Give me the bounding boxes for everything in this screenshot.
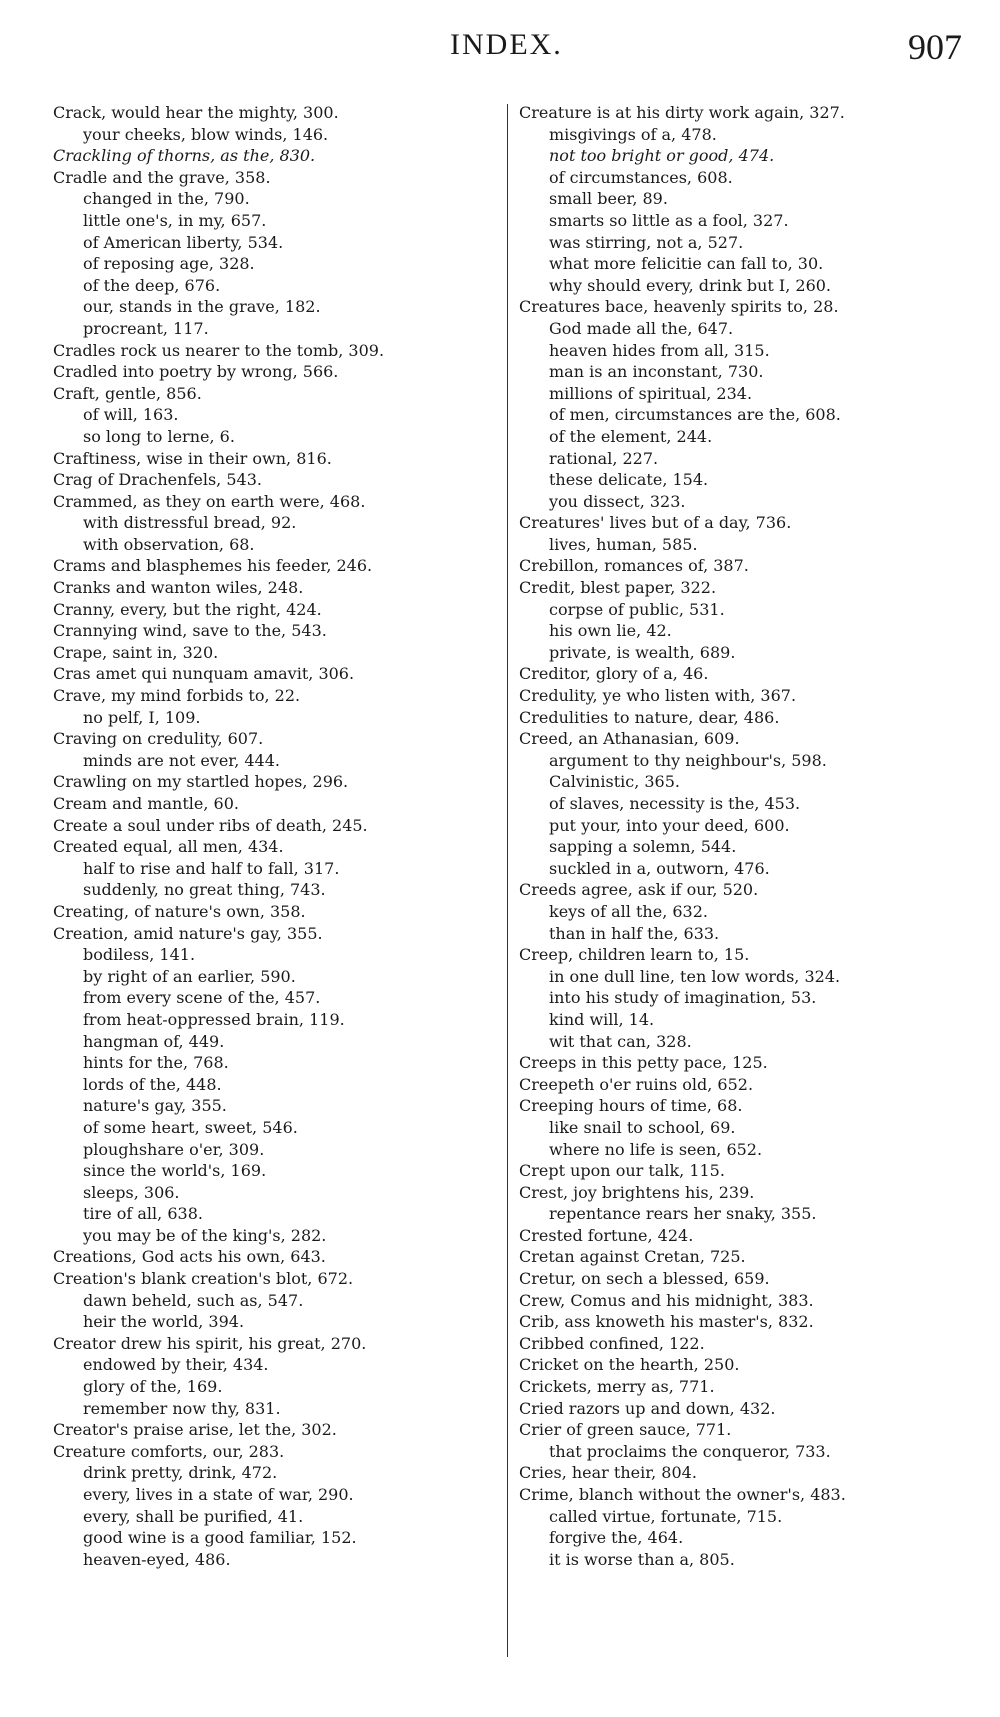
- index-subentry: by right of an earlier, 590.: [83, 966, 296, 986]
- index-subentry: of men, circumstances are the, 608.: [549, 405, 841, 425]
- index-entry: Crammed, as they on earth were, 468.: [53, 491, 366, 511]
- index-subentry: so long to lerne, 6.: [83, 426, 235, 446]
- index-entry: Creation's blank creation's blot, 672.: [53, 1269, 354, 1289]
- index-entry: Creations, God acts his own, 643.: [53, 1247, 326, 1267]
- index-entry: Cranks and wanton wiles, 248.: [53, 578, 304, 598]
- index-subentry: into his study of imagination, 53.: [549, 988, 817, 1008]
- index-subentry: heaven hides from all, 315.: [549, 340, 770, 360]
- index-entry: Crannying wind, save to the, 543.: [53, 621, 327, 641]
- index-subentry: since the world's, 169.: [83, 1161, 267, 1181]
- index-subentry: our, stands in the grave, 182.: [83, 297, 321, 317]
- index-subentry: from heat-oppressed brain, 119.: [83, 1009, 345, 1029]
- index-subentry: repentance rears her snaky, 355.: [549, 1204, 817, 1224]
- index-entry: Creatures bace, heavenly spirits to, 28.: [519, 297, 839, 317]
- index-entry: Craftiness, wise in their own, 816.: [53, 448, 332, 468]
- index-subentry: why should every, drink but I, 260.: [549, 275, 832, 295]
- index-subentry: lords of the, 448.: [83, 1074, 222, 1094]
- index-subentry: of reposing age, 328.: [83, 254, 255, 274]
- index-subentry: it is worse than a, 805.: [549, 1549, 735, 1569]
- index-entry: Creed, an Athanasian, 609.: [519, 729, 740, 749]
- index-subentry: you may be of the king's, 282.: [83, 1225, 327, 1245]
- index-entry: Cribbed confined, 122.: [519, 1333, 705, 1353]
- index-subentry: private, is wealth, 689.: [549, 642, 736, 662]
- index-entry: Cretur, on sech a blessed, 659.: [519, 1269, 770, 1289]
- index-subentry: ploughshare o'er, 309.: [83, 1139, 265, 1159]
- index-entry: Creating, of nature's own, 358.: [53, 901, 306, 921]
- index-entry: Crag of Drachenfels, 543.: [53, 470, 262, 490]
- index-entry: Creature comforts, our, 283.: [53, 1441, 285, 1461]
- page-number: 907: [908, 27, 962, 67]
- index-subentry: good wine is a good familiar, 152.: [83, 1528, 357, 1548]
- index-entry: Creeping hours of time, 68.: [519, 1096, 743, 1116]
- index-entry: Crier of green sauce, 771.: [519, 1420, 732, 1440]
- index-entry: Crape, saint in, 320.: [53, 642, 219, 662]
- index-subentry: called virtue, fortunate, 715.: [549, 1506, 783, 1526]
- index-entry: Creepeth o'er ruins old, 652.: [519, 1074, 754, 1094]
- index-subentry: rational, 227.: [549, 448, 659, 468]
- page-title: INDEX.: [450, 28, 563, 61]
- index-subentry: that proclaims the conqueror, 733.: [549, 1441, 831, 1461]
- index-subentry: of circumstances, 608.: [549, 167, 733, 187]
- index-entry: Craving on credulity, 607.: [53, 729, 264, 749]
- index-subentry: heir the world, 394.: [83, 1312, 245, 1332]
- index-subentry: of will, 163.: [83, 405, 179, 425]
- index-subentry: sleeps, 306.: [83, 1182, 180, 1202]
- index-column-left: [53, 102, 493, 1570]
- index-subentry: put your, into your deed, 600.: [549, 815, 790, 835]
- index-subentry: lives, human, 585.: [549, 534, 698, 554]
- index-entry: Creator's praise arise, let the, 302.: [53, 1420, 337, 1440]
- index-entry: Created equal, all men, 434.: [53, 837, 284, 857]
- index-entry: Crest, joy brightens his, 239.: [519, 1182, 755, 1202]
- index-subentry: hints for the, 768.: [83, 1053, 229, 1073]
- index-entry: Crickets, merry as, 771.: [519, 1377, 715, 1397]
- index-subentry: forgive the, 464.: [549, 1528, 684, 1548]
- index-entry: Crave, my mind forbids to, 22.: [53, 686, 301, 706]
- index-subentry: kind will, 14.: [549, 1009, 655, 1029]
- index-entry: Creditor, glory of a, 46.: [519, 664, 709, 684]
- index-subentry: than in half the, 633.: [549, 923, 720, 943]
- index-subentry: drink pretty, drink, 472.: [83, 1463, 278, 1483]
- index-subentry: argument to thy neighbour's, 598.: [549, 750, 827, 770]
- index-subentry: corpse of public, 531.: [549, 599, 725, 619]
- index-entry: Cradled into poetry by wrong, 566.: [53, 362, 339, 382]
- index-entry: Crib, ass knoweth his master's, 832.: [519, 1312, 814, 1332]
- column-divider: [507, 104, 508, 1657]
- index-subentry: his own lie, 42.: [549, 621, 672, 641]
- index-subentry: with distressful bread, 92.: [83, 513, 297, 533]
- index-entry: Cradle and the grave, 358.: [53, 167, 271, 187]
- index-subentry: half to rise and half to fall, 317.: [83, 858, 340, 878]
- index-entry: Creeps in this petty pace, 125.: [519, 1053, 768, 1073]
- index-subentry: no pelf, I, 109.: [83, 707, 201, 727]
- index-entry: Credit, blest paper, 322.: [519, 578, 717, 598]
- index-entry: Crackling of thorns, as the, 830.: [53, 146, 316, 166]
- index-subentry: keys of all the, 632.: [549, 901, 708, 921]
- index-subentry: with observation, 68.: [83, 534, 255, 554]
- index-subentry: every, lives in a state of war, 290.: [83, 1485, 354, 1504]
- index-subentry: what more felicitie can fall to, 30.: [549, 254, 824, 274]
- index-entry: Crested fortune, 424.: [519, 1225, 694, 1245]
- index-entry: Cradles rock us nearer to the tomb, 309.: [53, 340, 385, 360]
- index-subentry: procreant, 117.: [83, 318, 209, 338]
- index-subentry: these delicate, 154.: [549, 470, 709, 490]
- index-subentry: endowed by their, 434.: [83, 1355, 269, 1375]
- index-entry: Crime, blanch without the owner's, 483.: [519, 1485, 846, 1504]
- index-subentry: your cheeks, blow winds, 146.: [83, 124, 329, 144]
- index-subentry: of the deep, 676.: [83, 275, 221, 295]
- index-subentry: glory of the, 169.: [83, 1377, 223, 1397]
- index-entry: Crams and blasphemes his feeder, 246.: [53, 556, 373, 576]
- index-entry: Cras amet qui nunquam amavit, 306.: [53, 664, 355, 684]
- index-subentry: small beer, 89.: [549, 189, 668, 209]
- index-entry: Creator drew his spirit, his great, 270.: [53, 1333, 367, 1353]
- index-subentry: minds are not ever, 444.: [83, 750, 280, 770]
- index-subentry: smarts so little as a fool, 327.: [549, 210, 789, 230]
- index-subentry: hangman of, 449.: [83, 1031, 225, 1051]
- index-entry: Craft, gentle, 856.: [53, 383, 202, 403]
- index-entry: Crept upon our talk, 115.: [519, 1161, 725, 1181]
- index-subentry: not too bright or good, 474.: [549, 146, 775, 166]
- index-subentry: God made all the, 647.: [549, 318, 734, 338]
- index-entry: Creature is at his dirty work again, 327.: [519, 103, 845, 122]
- index-entry: Cries, hear their, 804.: [519, 1463, 697, 1483]
- index-subentry: heaven-eyed, 486.: [83, 1549, 231, 1569]
- index-entry: Cricket on the hearth, 250.: [519, 1355, 740, 1375]
- index-entry: Cried razors up and down, 432.: [519, 1398, 776, 1418]
- index-entry: Crew, Comus and his midnight, 383.: [519, 1290, 814, 1310]
- index-subentry: bodiless, 141.: [83, 945, 196, 965]
- index-entry: Create a soul under ribs of death, 245.: [53, 815, 368, 835]
- index-subentry: of some heart, sweet, 546.: [83, 1117, 298, 1137]
- index-entry: Crebillon, romances of, 387.: [519, 556, 749, 576]
- index-column-right: [519, 102, 959, 1570]
- index-subentry: sapping a solemn, 544.: [549, 837, 737, 857]
- index-subentry: millions of spiritual, 234.: [549, 383, 753, 403]
- index-subentry: man is an inconstant, 730.: [549, 362, 764, 382]
- index-subentry: where no life is seen, 652.: [549, 1139, 763, 1159]
- index-subentry: suddenly, no great thing, 743.: [83, 880, 326, 900]
- index-subentry: of the element, 244.: [549, 426, 713, 446]
- index-entry: Credulity, ye who listen with, 367.: [519, 686, 797, 706]
- index-subentry: changed in the, 790.: [83, 189, 250, 209]
- index-subentry: from every scene of the, 457.: [83, 988, 321, 1008]
- index-entry: Creeds agree, ask if our, 520.: [519, 880, 759, 900]
- index-entry: Cream and mantle, 60.: [53, 794, 239, 813]
- index-subentry: misgivings of a, 478.: [549, 124, 717, 144]
- index-subentry: of slaves, necessity is the, 453.: [549, 794, 801, 813]
- index-subentry: Calvinistic, 365.: [549, 772, 680, 792]
- index-subentry: dawn beheld, such as, 547.: [83, 1290, 304, 1310]
- index-subentry: remember now thy, 831.: [83, 1398, 281, 1418]
- index-entry: Cranny, every, but the right, 424.: [53, 599, 322, 619]
- index-subentry: was stirring, not a, 527.: [549, 232, 744, 252]
- index-subentry: tire of all, 638.: [83, 1204, 203, 1224]
- index-entry: Creep, children learn to, 15.: [519, 945, 750, 965]
- index-subentry: of American liberty, 534.: [83, 232, 284, 252]
- index-subentry: suckled in a, outworn, 476.: [549, 858, 770, 878]
- index-entry: Crack, would hear the mighty, 300.: [53, 103, 339, 122]
- page-header: [0, 26, 1000, 76]
- index-entry: Crawling on my startled hopes, 296.: [53, 772, 349, 792]
- index-subentry: nature's gay, 355.: [83, 1096, 227, 1116]
- index-subentry: every, shall be purified, 41.: [83, 1506, 304, 1526]
- index-entry: Creatures' lives but of a day, 736.: [519, 513, 792, 533]
- index-subentry: wit that can, 328.: [549, 1031, 692, 1051]
- index-subentry: little one's, in my, 657.: [83, 210, 267, 230]
- index-entry: Credulities to nature, dear, 486.: [519, 707, 780, 727]
- index-entry: Creation, amid nature's gay, 355.: [53, 923, 323, 943]
- index-subentry: you dissect, 323.: [549, 491, 686, 511]
- index-entry: Cretan against Cretan, 725.: [519, 1247, 746, 1267]
- index-subentry: like snail to school, 69.: [549, 1117, 736, 1137]
- index-subentry: in one dull line, ten low words, 324.: [549, 966, 841, 986]
